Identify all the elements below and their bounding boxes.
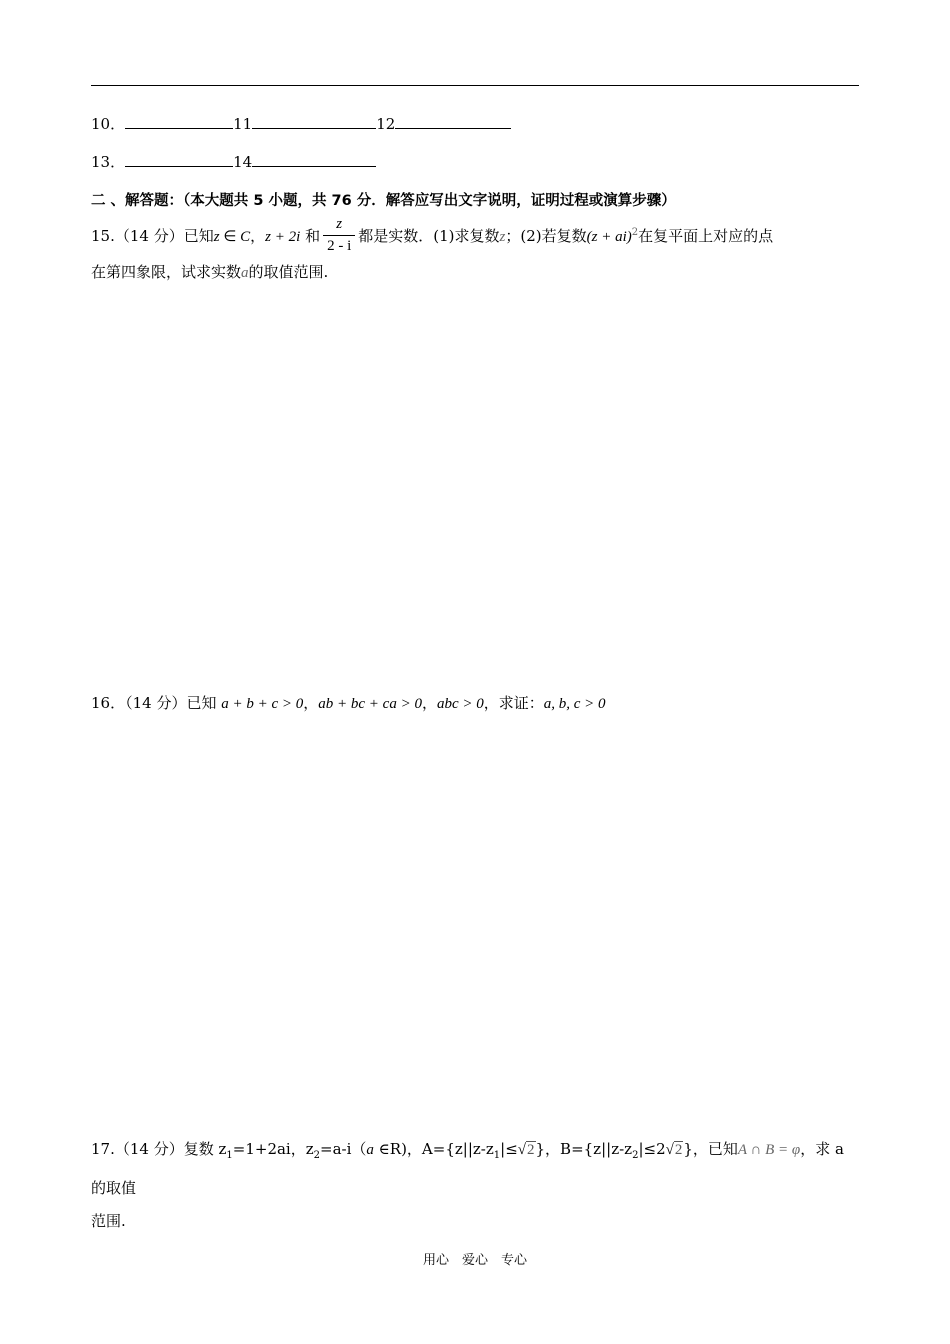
q17-sqrt1: √2 [517, 1142, 535, 1158]
answer-blanks-row-2 [91, 151, 376, 172]
q17-prefix: 17.（14 分）复数 z [91, 1140, 227, 1158]
blank-label-10: 10． [91, 115, 126, 133]
q15-a: a [241, 264, 249, 281]
blank-label-13: 13． [91, 153, 126, 171]
q15-semi: ；(2)若复数 [505, 227, 587, 245]
q16-comma1: ， [303, 694, 319, 712]
q15-frac-num: z [336, 215, 343, 232]
q17-inR: ∈R)，A={z||z-z [373, 1140, 494, 1158]
q16-prefix: 16．（14 分）已知 [91, 694, 222, 712]
q15-square: 2 [631, 227, 639, 238]
q17-sub4: 2 [632, 1150, 639, 1161]
q17-line2: 范围. [91, 1212, 126, 1230]
q17-part4: }，B={z||z-z [535, 1140, 633, 1158]
q15-z: z [213, 229, 220, 245]
q17-sub3: 1 [493, 1150, 501, 1161]
q15-C: C [240, 229, 251, 245]
q17-part7: ，求 a 的取值 [91, 1140, 844, 1197]
q15-tail2: 的取值范围. [248, 262, 329, 281]
q15-z2: z [499, 229, 506, 245]
q15-in: ∈ [219, 229, 241, 245]
q16-comma2: ， [421, 694, 437, 712]
header-rule [91, 85, 859, 86]
q15-prefix: 15.（14 分）已知 [91, 227, 214, 245]
q17-part6: }，已知 [683, 1140, 738, 1158]
q17-part1: =1+2ai，z [232, 1140, 314, 1158]
q15-expr1: z + 2i [265, 229, 301, 245]
question-15 [91, 216, 861, 290]
page-footer: 用心 爱心 专心 [422, 1253, 527, 1268]
answer-blank-14[interactable] [252, 151, 376, 167]
q17-a: a [366, 1142, 374, 1158]
q15-mid: 都是实数．(1)求复数 [358, 227, 500, 245]
q15-tail1: 在复平面上对应的点 [638, 227, 774, 245]
blank-label-12: 12 [376, 115, 396, 133]
q16-expr1: a + b + c > 0 [221, 696, 304, 712]
answer-blank-13[interactable] [125, 151, 233, 167]
q15-fraction [323, 217, 355, 254]
q17-sub1: 1 [226, 1150, 233, 1161]
answer-blank-11[interactable] [252, 113, 376, 129]
answer-blank-12[interactable] [395, 113, 511, 129]
blank-label-14: 14 [233, 153, 253, 171]
q17-part5: |≤2 [638, 1140, 666, 1158]
q16-expr2: ab + bc + ca > 0 [318, 696, 422, 712]
q17-sub2: 2 [313, 1150, 321, 1161]
answer-blanks-row-1 [91, 113, 511, 134]
q17-radicand1: 2 [527, 1142, 535, 1158]
q17-part2: =a-i（ [320, 1140, 367, 1158]
q16-expr3: abc > 0 [436, 696, 484, 712]
q17-intersection: A ∩ B = φ [737, 1142, 801, 1158]
q16-expr4: a, b, c > 0 [543, 696, 606, 712]
q16-comma3: ，求证： [483, 694, 544, 712]
question-17 [91, 1133, 861, 1238]
section-heading: 二 、解答题：（本大题共 5 小题，共 76 分．解答应写出文字说明，证明过程或演算步骤） [91, 193, 676, 209]
q15-comma: ， [250, 227, 266, 245]
q15-frac-den: 2 - i [323, 235, 355, 254]
q17-radicand2: 2 [674, 1142, 683, 1158]
q17-sqrt2: √2 [665, 1142, 683, 1158]
q17-part3: |≤ [500, 1140, 518, 1158]
q15-line2: 在第四象限，试求实数 [91, 262, 242, 281]
answer-blank-10[interactable] [125, 113, 233, 129]
q15-and: 和 [300, 227, 321, 245]
q15-expr2: (z + ai) [586, 229, 632, 245]
question-16 [91, 687, 861, 721]
blank-label-11: 11 [233, 115, 253, 133]
